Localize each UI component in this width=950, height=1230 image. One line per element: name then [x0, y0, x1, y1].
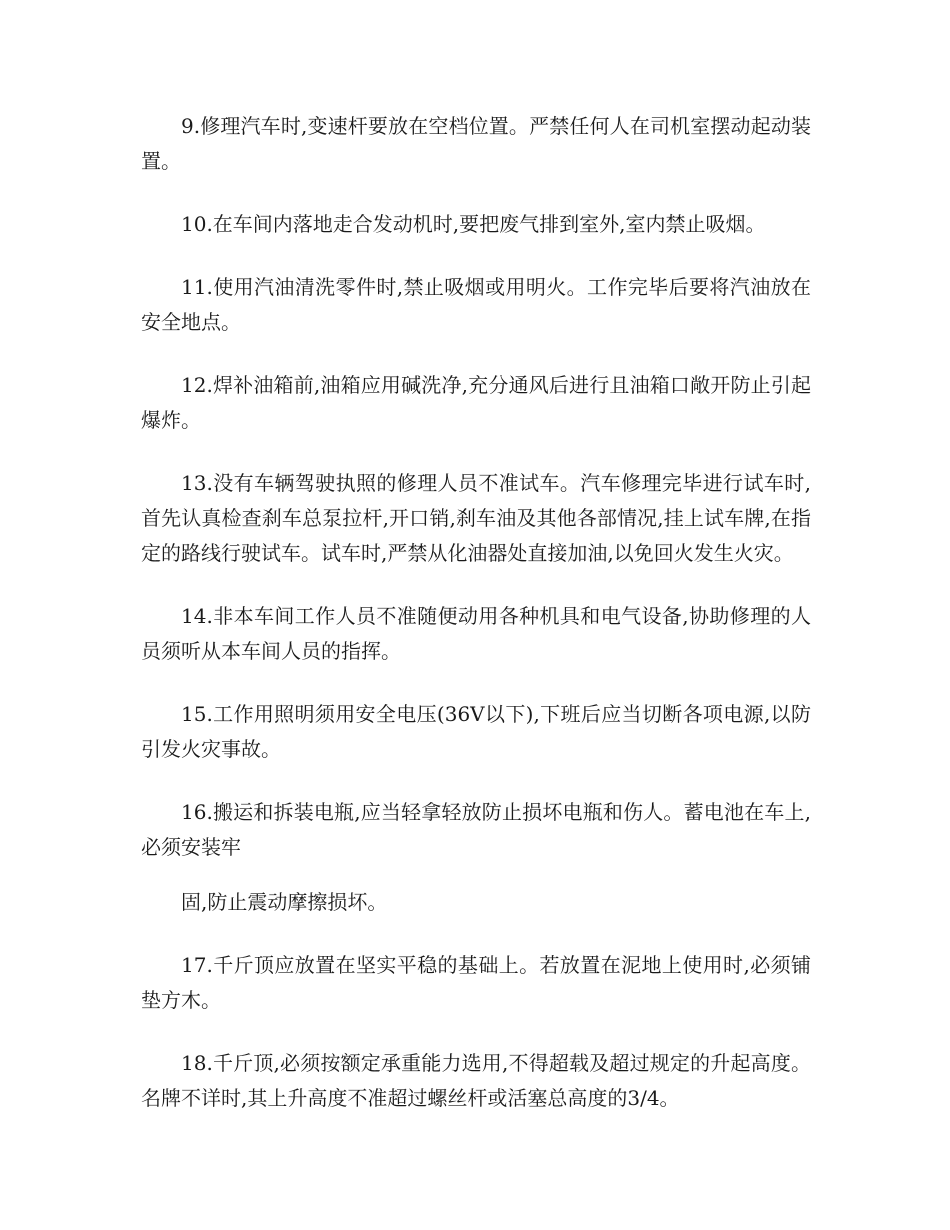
paragraph-item-16: 16.搬运和拆装电瓶,应当轻拿轻放防止损坏电瓶和伤人。蓄电池在车上,必须安装牢: [141, 800, 811, 859]
paragraph-item-14: 14.非本车间工作人员不准随便动用各种机具和电气设备,协助修理的人员须听从本车间人员的指挥。: [141, 604, 811, 663]
paragraph-item-9: 9.修理汽车时,变速杆要放在空档位置。严禁任何人在司机室摆动起动装置。: [141, 114, 811, 173]
paragraph-item-18: 18.千斤顶,必须按额定承重能力选用,不得超载及超过规定的升起高度。名牌不详时,其上升高度不准超过螺丝杆或活塞总高度的3/4。: [141, 1051, 811, 1110]
paragraph-item-10: 10.在车间内落地走合发动机时,要把废气排到室外,室内禁止吸烟。: [181, 212, 766, 236]
paragraph-item-16-continuation: 固,防止震动摩擦损坏。: [181, 890, 388, 914]
paragraph-item-17: 17.千斤顶应放置在坚实平稳的基础上。若放置在泥地上使用时,必须铺垫方木。: [141, 953, 811, 1012]
paragraph-item-12: 12.焊补油箱前,油箱应用碱洗净,充分通风后进行且油箱口敞开防止引起爆炸。: [141, 373, 811, 432]
document-body: [141, 109, 811, 1144]
paragraph-item-13: 13.没有车辆驾驶执照的修理人员不准试车。汽车修理完毕进行试车时,首先认真检查刹车总泵拉杆,开口销,刹车油及其他各部情况,挂上试车牌,在指定的路线行驶试车。试车时,严禁从化油器处直接加油,以免回火发生火灾。: [141, 471, 811, 565]
paragraph-item-11: 11.使用汽油清洗零件时,禁止吸烟或用明火。工作完毕后要将汽油放在安全地点。: [141, 275, 811, 334]
paragraph-item-15: 15.工作用照明须用安全电压(36V以下),下班后应当切断各项电源,以防引发火灾事故。: [141, 702, 811, 761]
